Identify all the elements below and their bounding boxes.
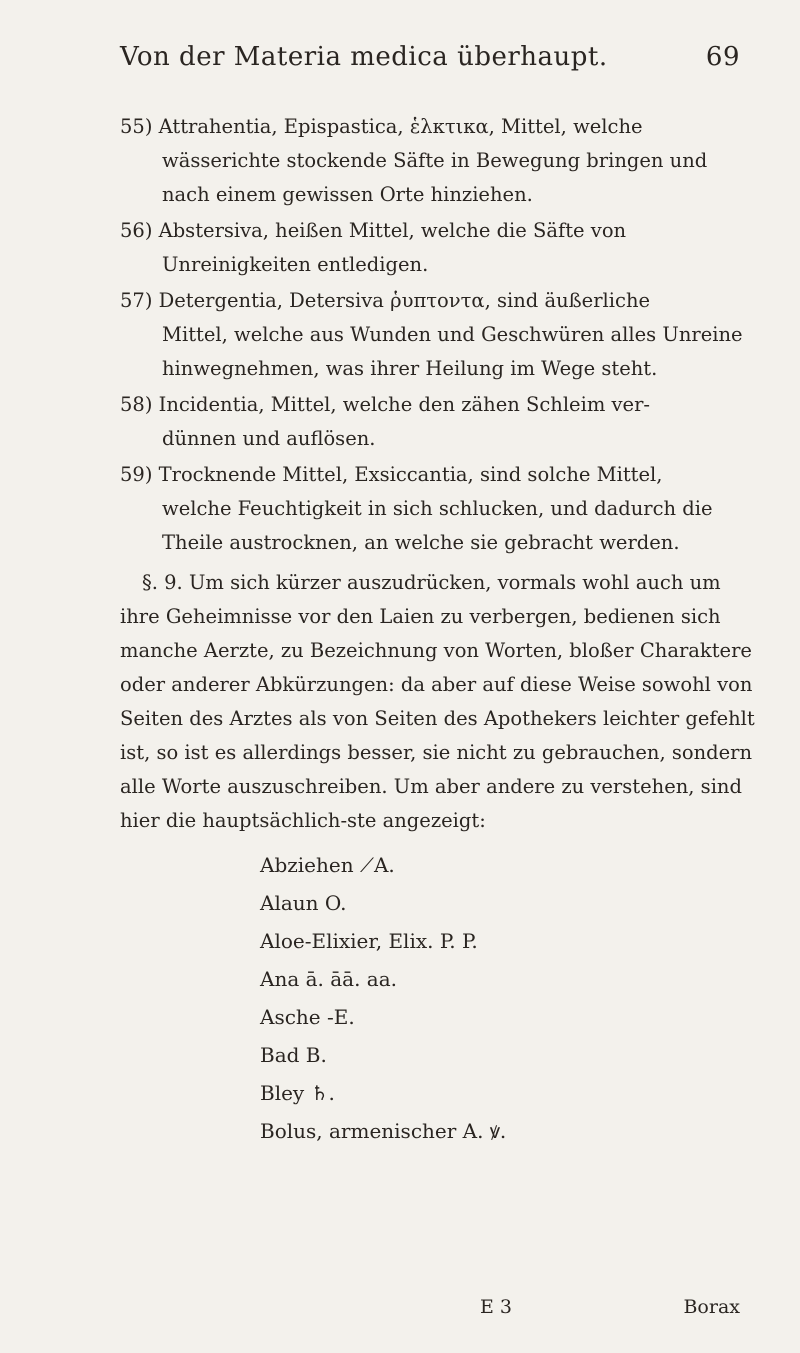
body-text xyxy=(120,110,760,1150)
list-item xyxy=(120,214,760,282)
abbreviation-row: Alaun O. xyxy=(260,891,347,915)
abbreviation-row: Asche -E. xyxy=(260,1005,355,1029)
running-title: Von der Materia medica überhaupt. xyxy=(120,42,608,72)
abbreviation-row: Ana ā. āā. aa. xyxy=(260,967,398,991)
list-item-first-line: 55) Attrahentia, Epispastica, ἑλκτικα, Mittel, welche xyxy=(120,115,643,138)
list-item xyxy=(120,110,760,212)
list-item-first-line: 56) Abstersiva, heißen Mittel, welche die Säfte von xyxy=(120,219,627,242)
list-item-continuation: Unreinigkeiten entledigen. xyxy=(162,253,429,276)
list-item xyxy=(120,458,760,560)
catchword: Borax xyxy=(683,1296,740,1318)
page-number: 69 xyxy=(705,42,740,72)
list-item-first-line: 59) Trocknende Mittel, Exsiccantia, sind solche Mittel, xyxy=(120,463,663,486)
list-item-continuation: welche Feuchtigkeit in sich schlucken, und dadurch die Theile austrocknen, an welche sie gebracht werden. xyxy=(162,497,713,554)
abbreviation-row: Bolus, armenischer A. ꝟ. xyxy=(260,1119,507,1143)
abbreviation-row: Bley ♄. xyxy=(260,1081,335,1105)
list-item-first-line: 57) Detergentia, Detersiva ῥυπτοντα, sind äußerliche xyxy=(120,289,651,312)
list-item-continuation: wässerichte stockende Säfte in Bewegung bringen und nach einem gewissen Orte hinziehen. xyxy=(162,149,708,206)
list-item xyxy=(120,388,760,456)
abbreviation-list xyxy=(260,846,760,1150)
list-item xyxy=(120,284,760,386)
abbreviation-row: Bad B. xyxy=(260,1043,327,1067)
signature-mark: E 3 xyxy=(480,1296,512,1318)
list-item-continuation: Mittel, welche aus Wunden und Geschwüren alles Unreine hinwegnehmen, was ihrer Heilung im Wege steht. xyxy=(162,323,743,380)
list-item-first-line: 58) Incidentia, Mittel, welche den zähen Schleim ver- xyxy=(120,393,650,416)
abbreviation-row: Aloe-Elixier, Elix. P. P. xyxy=(260,929,478,953)
section-paragraph: §. 9. Um sich kürzer auszudrücken, vormals wohl auch um ihre Geheimnisse vor den Laien zu verbergen, bedienen sich manche Aerzte, zu Bezeichnung von Worten, bloßer Charaktere oder anderer Abkürzungen: da aber auf diese Weise sowohl von Seiten des Arztes als von Seiten des Apothekers leichter gefehlt ist, so ist es allerdings besser, sie nicht zu gebrauchen, sondern alle Worte auszuschreiben. Um aber andere zu verstehen, sind hier die hauptsächlich-ste angezeigt: xyxy=(120,571,755,832)
list-item-continuation: dünnen und auflösen. xyxy=(162,427,376,450)
abbreviation-row: Abziehen ⟋A. xyxy=(260,853,395,877)
